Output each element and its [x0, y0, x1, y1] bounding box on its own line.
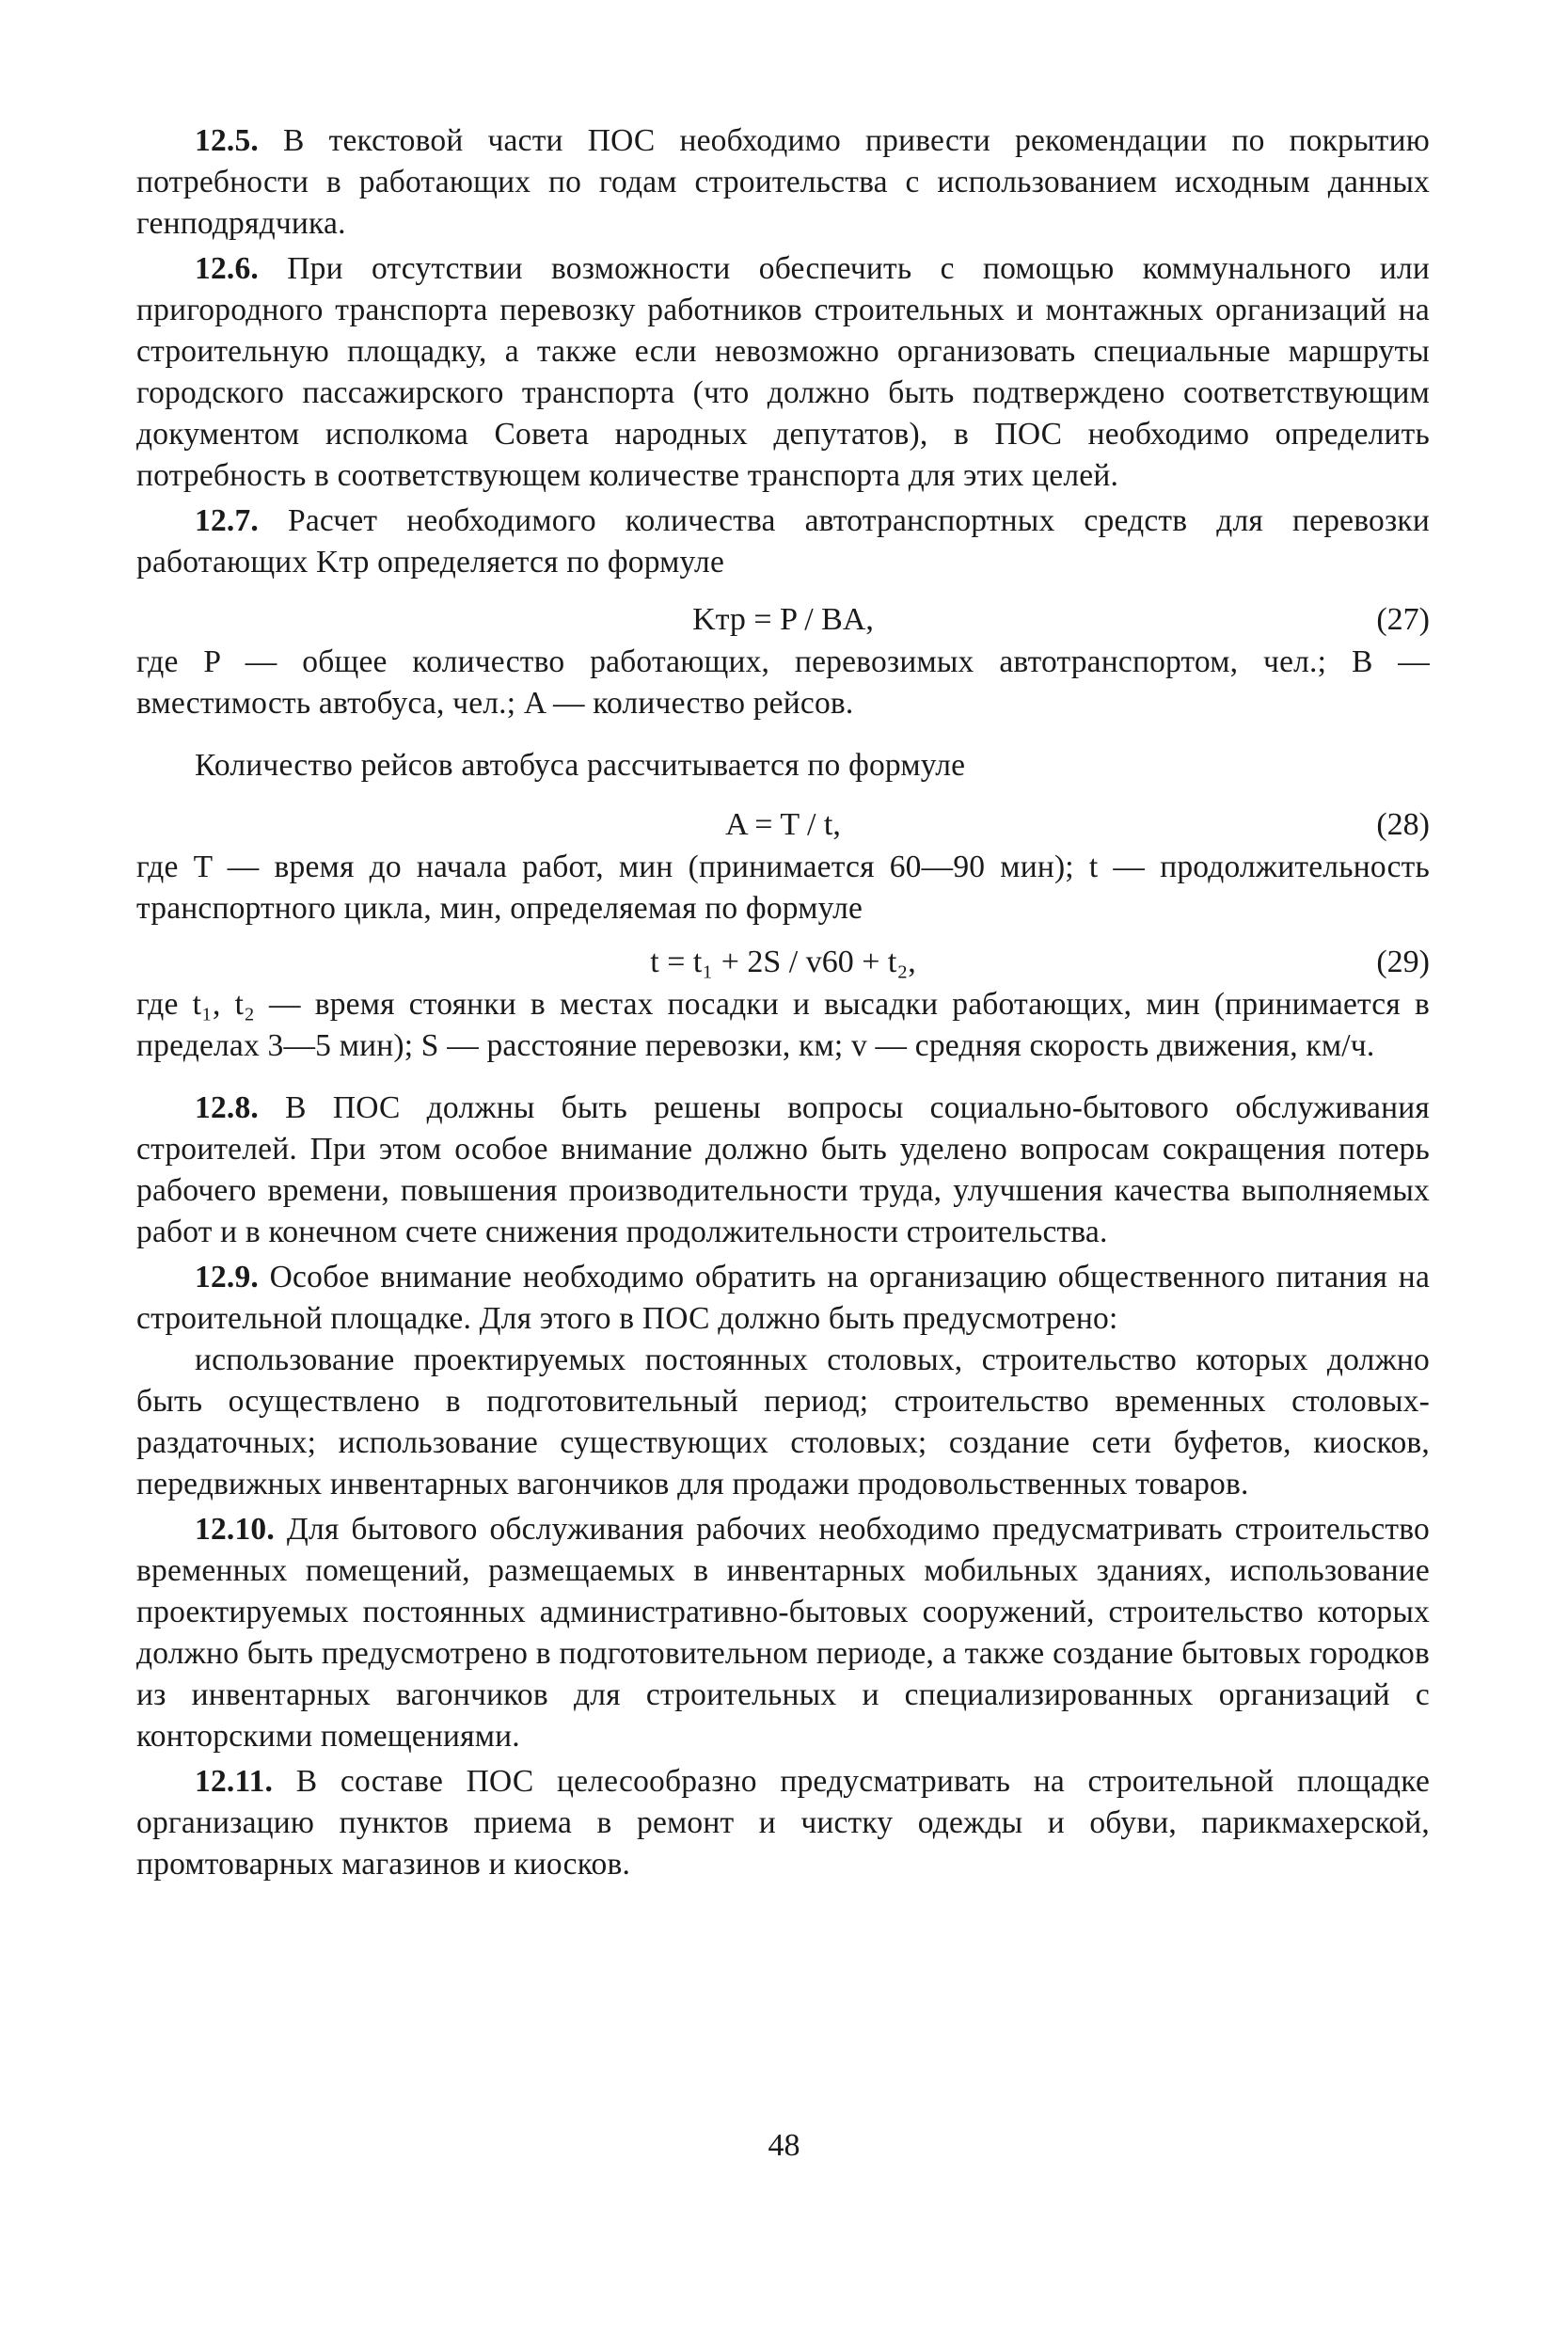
clause-number: 12.8. [195, 1090, 259, 1125]
equation-number: (27) [1376, 602, 1430, 637]
formula-27-legend: где P — общее количество работающих, перевозимых автотранспортом, чел.; B — вместимость автобуса, чел.; A — количество рейсов. [136, 644, 1430, 721]
clause-text: В составе ПОС целесообразно предусматривать на строительной площадке организацию пунктов приема в ремонт и чистку одежды и обуви, парикмахерской, промтоварных магазинов и киосков. [136, 1764, 1431, 1882]
formula-29-legend: где t₁, t₂ — время стоянки в местах посадки и высадки работающих, мин (принимается в пределах 3—5 мин); S — расстояние перевозки, км; v — средняя скорость движения, км/ч. [136, 987, 1430, 1063]
formula-29 [136, 941, 1430, 984]
clause-number: 12.9. [195, 1260, 259, 1295]
paragraph-12-6 [136, 248, 1430, 497]
paragraph-12-5 [136, 120, 1430, 245]
paragraph-12-9 [136, 1257, 1430, 1340]
paragraph-12-11 [136, 1761, 1430, 1885]
clause-text: При отсутствии возможности обеспечить с помощью коммунального или пригородного транспорта перевозку работников строительных и монтажных организаций на строительную площадку, а также если невозможно организовать специальные маршруты городского пассажирского транспорта (что должно быть подтверждено соответствующим документом исполкома Совета народных депутатов), в ПОС необходимо определить потребность в соответствующем количестве транспорта для этих целей. [136, 251, 1430, 493]
equation-number: (28) [1376, 807, 1430, 842]
equation-number: (29) [1376, 945, 1430, 979]
formula-expression: t = t₁ + 2S / v60 + t₂, [650, 945, 916, 979]
clause-number: 12.5. [195, 123, 259, 158]
clause-text: В ПОС должны быть решены вопросы социально-бытового обслуживания строителей. При этом особое внимание должно быть уделено вопросам сокращения потерь рабочего времени, повышения производительности труда, улучшения качества выполняемых работ и в конечном счете снижения продолжительности строительства. [136, 1090, 1430, 1249]
paragraph-12-9-list: использование проектируемых постоянных столовых, строительство которых должно быть осуществлено в подготовительный период; строительство временных столовых-раздаточных; использование существующих столовых; создание сети буфетов, киосков, передвижных инвентарных вагончиков для продажи продовольственных товаров. [136, 1342, 1430, 1501]
paragraph-12-8 [136, 1088, 1430, 1253]
clause-number: 12.11. [195, 1764, 274, 1799]
clause-number: 12.6. [195, 251, 259, 286]
formula-expression: Kтр = P / BA, [692, 602, 874, 637]
clause-number: 12.10. [195, 1512, 275, 1547]
paragraph-12-7 [136, 500, 1430, 583]
clause-text: Для бытового обслуживания рабочих необходимо предусматривать строительство временных помещений, размещаемых в инвентарных мобильных зданиях, использование проектируемых постоянных административно-бытовых сооружений, строительство которых должно быть предусмотрено в подготовительном периоде, а также создание бытовых городков из инвентарных вагончиков для строительных и специализированных организаций с конторскими помещениями. [136, 1512, 1430, 1754]
formula-28 [136, 803, 1430, 847]
page-number: 48 [768, 2128, 800, 2163]
formula-28-legend: где T — время до начала работ, мин (принимается 60—90 мин); t — продолжительность транспортного цикла, мин, определяемая по формуле [136, 850, 1430, 926]
body-text [136, 120, 1430, 1885]
clause-number: 12.7. [195, 503, 259, 538]
formula-expression: A = T / t, [725, 807, 841, 842]
trips-intro: Количество рейсов автобуса рассчитывается по формуле [195, 748, 966, 783]
clause-text: В текстовой части ПОС необходимо привести рекомендации по покрытию потребности в работающих по годам строительства с использованием исходным данных генподрядчика. [136, 123, 1430, 241]
paragraph-12-10 [136, 1509, 1430, 1757]
clause-text: Расчет необходимого количества автотранспортных средств для перевозки работающих Kтр определяется по формуле [136, 503, 1430, 580]
clause-text: Особое внимание необходимо обратить на организацию общественного питания на строительной площадке. Для этого в ПОС должно быть предусмотрено: [136, 1260, 1431, 1336]
formula-27 [136, 598, 1430, 642]
